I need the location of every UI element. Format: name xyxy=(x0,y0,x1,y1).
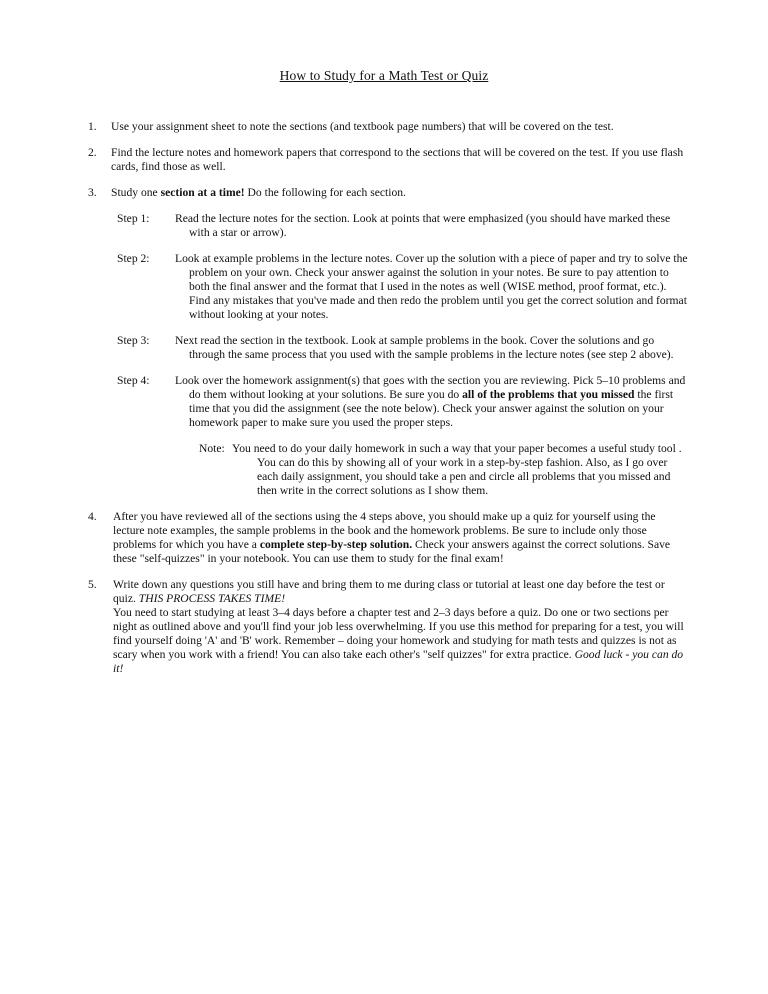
step-text-end: the first time that you did the assignment (see the note below). Check your answer against the solution on your homework paper to make sure you used the proper steps. xyxy=(189,388,674,429)
step-text: Read the lecture notes for the section. Look at points that were emphasized (you should have marked these with a star or arrow). xyxy=(175,212,671,239)
item-number: 1. xyxy=(88,120,97,133)
item-number: 5. xyxy=(88,578,97,591)
item-text: Find the lecture notes and homework papers that correspond to the sections that will be covered on the test. If you use flash cards, find those as well. xyxy=(111,146,684,173)
page-title: How to Study for a Math Test or Quiz xyxy=(279,68,489,83)
list-item-1 xyxy=(88,120,688,134)
item-text-start: Study one xyxy=(111,186,161,199)
step-label: Step 3: xyxy=(117,334,150,347)
list-item-4 xyxy=(88,510,688,566)
step-text xyxy=(175,374,688,430)
step-text: Look at example problems in the lecture notes. Cover up the solution with a piece of paper and try to solve the problem on your own. Check your answer against the solution in your notes. Be sure to pay attention to both the final answer and the format that I used in the notes as well (WISE method, proof format, etc.). Find any mistakes that you've made and then redo the problem until you get the correct solution and format without looking at your notes. xyxy=(175,252,688,321)
item-text xyxy=(113,510,688,566)
item-text-italic-closing: Good luck - you can do it! xyxy=(113,648,684,675)
step-text-bold: all of the problems that you missed xyxy=(462,388,635,401)
document-body xyxy=(88,120,688,688)
step-label: Step 4: xyxy=(117,374,150,387)
item-number: 3. xyxy=(88,186,97,199)
item-text xyxy=(113,578,688,676)
item-text-bold: section at a time! xyxy=(160,186,245,199)
item-text xyxy=(111,186,688,200)
step-1 xyxy=(117,212,688,240)
item-number: 2. xyxy=(88,146,97,159)
note-label: Note: xyxy=(199,442,225,455)
list-item-3 xyxy=(88,186,688,200)
step-4 xyxy=(117,374,688,430)
item-text-paragraph xyxy=(113,606,688,676)
item-text-line1 xyxy=(113,578,688,606)
item-text-para: You need to start studying at least 3–4 days before a chapter test and 2–3 days before a quiz. Do one or two sections per night as outlined above and you'll find your job less overwhelming. If you use this method for preparing for a test, you will find yourself doing 'A' and 'B' work. Remember – doing your homework and studying for math tests and quizzes is not as scary when you work with a friend! You can also take each other's "self quizzes" for extra practice. xyxy=(113,606,684,661)
steps-list xyxy=(117,212,688,498)
step-label: Step 2: xyxy=(117,252,150,265)
item-text-end: Check your answers against the correct solutions. Save these "self-quizzes" in your notebook. You can use them to study for the final exam! xyxy=(113,538,671,565)
item-text: Use your assignment sheet to note the sections (and textbook page numbers) that will be covered on the test. xyxy=(111,120,614,133)
item-text-start: After you have reviewed all of the sections using the 4 steps above, you should make up a quiz for yourself using the lecture note examples, the sample problems in the book and the homework problems. Be sure to include only those problems for which you have a xyxy=(113,510,656,551)
step-2 xyxy=(117,252,688,322)
item-text-end: Do the following for each section. xyxy=(244,186,406,199)
list-item-5 xyxy=(88,578,688,676)
item-number: 4. xyxy=(88,510,97,523)
step-label: Step 1: xyxy=(117,212,150,225)
list-item-2 xyxy=(88,146,688,174)
step-text-start: Look over the homework assignment(s) that goes with the section you are reviewing. Pick 5–10 problems and do them without looking at your solutions. Be sure you do xyxy=(175,374,686,401)
step-3 xyxy=(117,334,688,362)
item-text-bold: complete step-by-step solution. xyxy=(259,538,413,551)
item-text-start: Write down any questions you still have and bring them to me during class or tutorial at least one day before the test or quiz. xyxy=(113,578,665,605)
item-text-italic: THIS PROCESS TAKES TIME! xyxy=(138,592,286,605)
note xyxy=(199,442,688,498)
note-text: You need to do your daily homework in such a way that your paper becomes a useful study tool . You can do this by showing all of your work in a step-by-step fashion. Also, as I go over each daily assignment, you should take a pen and circle all problems that you missed and then write in the correct solutions as I show them. xyxy=(232,442,682,497)
step-text: Next read the section in the textbook. Look at sample problems in the book. Cover the solutions and go through the same process that you used with the sample problems in the lecture notes (see step 2 above). xyxy=(175,334,674,361)
